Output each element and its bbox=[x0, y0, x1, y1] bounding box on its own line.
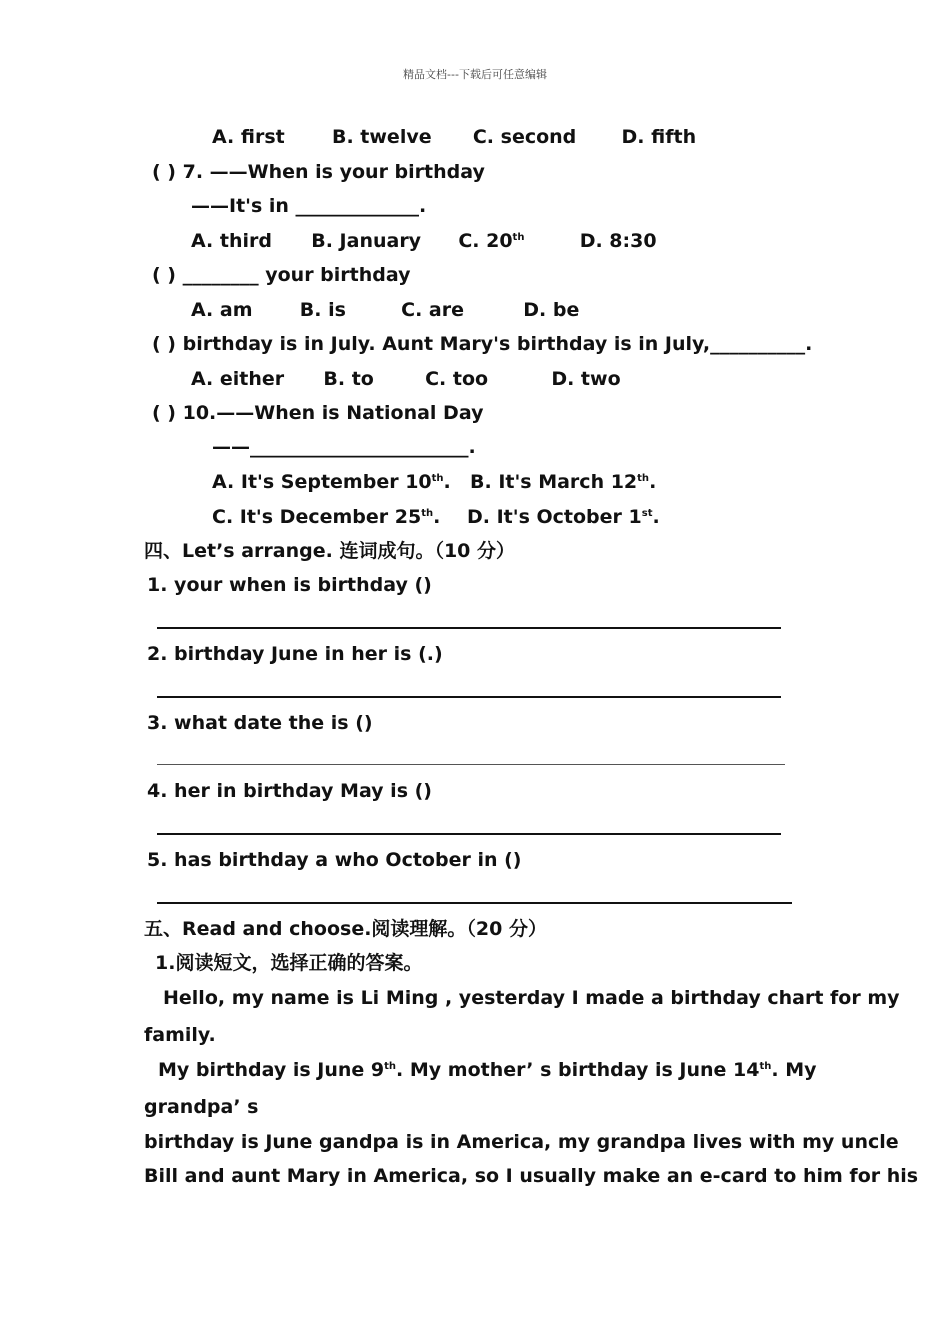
arrange-item-5: 5. has birthday a who October in () bbox=[147, 849, 522, 871]
section5-title: 五、Read and choose.阅读理解。（20 分） bbox=[144, 918, 547, 940]
q10-text: 10.——When is National Day bbox=[182, 402, 484, 424]
answer-line-1 bbox=[157, 627, 781, 629]
passage-line: Bill and aunt Mary in America, so I usually make an e-card to him for his bbox=[144, 1165, 919, 1187]
answer-line-3 bbox=[157, 764, 785, 765]
q10-answer-blank: ——_______________________. bbox=[212, 436, 476, 458]
section5-subtitle: 1.阅读短文，选择正确的答案。 bbox=[155, 952, 423, 974]
q8-option-b: B. is bbox=[299, 299, 346, 321]
passage-line: Hello, my name is Li Ming , yesterday I made a birthday chart for my bbox=[163, 987, 900, 1009]
q8-option-a: A. am bbox=[191, 299, 253, 321]
q8-options bbox=[191, 298, 579, 322]
answer-paren: ( ) bbox=[152, 264, 176, 286]
passage-line: My birthday is June 9th. My mother’ s birthday is June 14th. My bbox=[158, 1059, 817, 1081]
answer-paren: ( ) bbox=[152, 161, 176, 183]
passage-line: grandpa’ s bbox=[144, 1096, 259, 1118]
q7-text: 7. ——When is your birthday bbox=[182, 161, 485, 183]
q6-options bbox=[212, 125, 696, 149]
q8-option-c: C. are bbox=[401, 299, 465, 321]
answer-line-4 bbox=[157, 833, 781, 835]
q6-option-c: C. second bbox=[472, 126, 577, 148]
arrange-item-4: 4. her in birthday May is () bbox=[147, 780, 432, 802]
answer-line-2 bbox=[157, 696, 781, 698]
q7-answer-blank: ——It's in _____________. bbox=[191, 195, 427, 217]
q7-option-c: C. 20th bbox=[458, 230, 525, 252]
answer-paren: ( ) bbox=[152, 333, 176, 355]
q10-question bbox=[152, 401, 483, 425]
q8-option-d: D. be bbox=[523, 299, 580, 321]
q9-question bbox=[152, 332, 812, 356]
q7-options bbox=[191, 229, 657, 253]
q9-option-b: B. to bbox=[323, 368, 374, 390]
arrange-item-2: 2. birthday June in her is (.) bbox=[147, 643, 443, 665]
q9-option-c: C. too bbox=[425, 368, 489, 390]
q9-option-a: A. either bbox=[191, 368, 285, 390]
q10-option-c: C. It's December 25th. bbox=[212, 506, 441, 528]
passage-line: birthday is June gandpa is in America, my grandpa lives with my uncle bbox=[144, 1131, 899, 1153]
q8-question bbox=[152, 263, 411, 287]
q7-option-a: A. third bbox=[191, 230, 272, 252]
q10-option-a: A. It's September 10th. bbox=[212, 471, 451, 493]
q7-question bbox=[152, 160, 485, 184]
q10-option-b: B. It's March 12th. bbox=[470, 471, 657, 493]
q8-text: ________ your birthday bbox=[182, 264, 411, 286]
q9-text: birthday is in July. Aunt Mary's birthday is in July,__________. bbox=[182, 333, 813, 355]
q10-option-d: D. It's October 1st. bbox=[467, 506, 660, 528]
page-header: 精品文档---下载后可任意编辑 bbox=[403, 68, 547, 81]
section4-title: 四、Let’s arrange. 连词成句。（10 分） bbox=[144, 540, 516, 562]
q7-option-d: D. 8:30 bbox=[579, 230, 657, 252]
arrange-item-1: 1. your when is birthday () bbox=[147, 574, 432, 596]
q9-options bbox=[191, 367, 621, 391]
passage-line: family. bbox=[144, 1024, 216, 1046]
q7-option-b: B. January bbox=[311, 230, 422, 252]
q6-option-a: A. first bbox=[212, 126, 285, 148]
q6-option-d: D. fifth bbox=[621, 126, 697, 148]
q6-option-b: B. twelve bbox=[331, 126, 432, 148]
arrange-item-3: 3. what date the is () bbox=[147, 712, 373, 734]
answer-paren: ( ) bbox=[152, 402, 176, 424]
answer-line-5 bbox=[157, 902, 792, 904]
q9-option-d: D. two bbox=[551, 368, 621, 390]
